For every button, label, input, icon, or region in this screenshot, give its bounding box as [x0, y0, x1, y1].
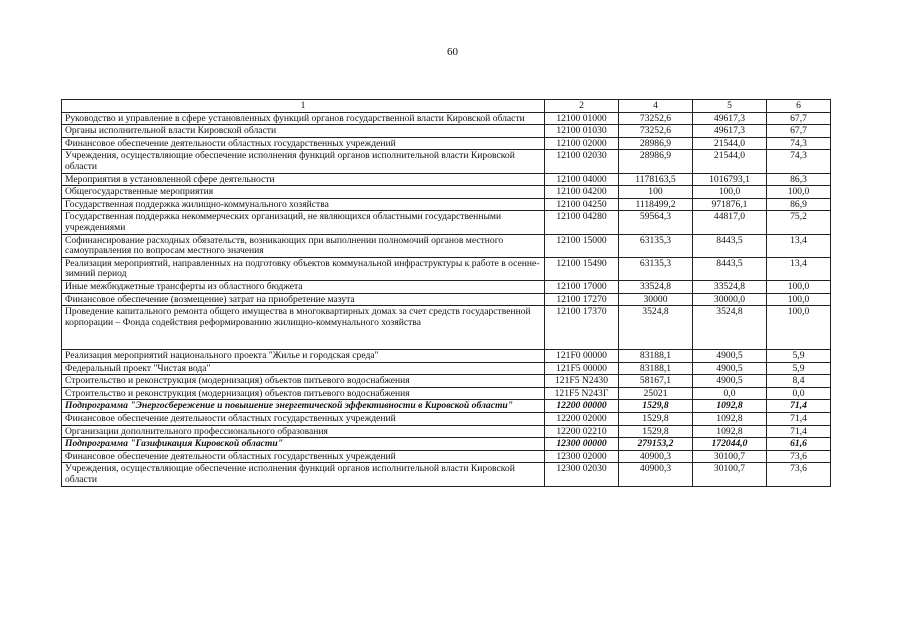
- cell-fact: 44817,0: [693, 211, 767, 234]
- cell-percent: 100,0: [767, 186, 831, 199]
- table-row: [62, 211, 831, 234]
- cell-percent: 71,4: [767, 413, 831, 426]
- cell-plan: 1529,8: [619, 425, 693, 438]
- cell-name: Подпрограмма "Энергосбережение и повышение энергетической эффективности в Кировской области": [62, 400, 545, 413]
- header-cell-code: 2: [545, 100, 619, 113]
- cell-code: 12300 00000: [545, 438, 619, 451]
- cell-name: Иные межбюджетные трансферты из областного бюджета: [62, 280, 545, 293]
- header-cell-name: 1: [62, 100, 545, 113]
- cell-code: 12100 04200: [545, 186, 619, 199]
- cell-code: 12100 01030: [545, 125, 619, 138]
- cell-fact: 1092,8: [693, 413, 767, 426]
- cell-code: 12300 02000: [545, 450, 619, 463]
- cell-fact: 4900,5: [693, 362, 767, 375]
- cell-code: 121F0 00000: [545, 350, 619, 363]
- cell-code: 12100 02030: [545, 150, 619, 173]
- cell-percent: 5,9: [767, 362, 831, 375]
- cell-plan: 59564,3: [619, 211, 693, 234]
- cell-plan: 279153,2: [619, 438, 693, 451]
- cell-code: 12100 15000: [545, 234, 619, 257]
- cell-percent: 74,3: [767, 137, 831, 150]
- cell-code: 12200 00000: [545, 400, 619, 413]
- table-row: [62, 375, 831, 388]
- cell-fact: 0,0: [693, 387, 767, 400]
- table-header-row: [62, 100, 831, 113]
- cell-name: Учреждения, осуществляющие обеспечение исполнения функций органов исполнительной власти Кировской области: [62, 150, 545, 173]
- cell-fact: 33524,8: [693, 280, 767, 293]
- table-row: [62, 150, 831, 173]
- table-row: [62, 234, 831, 257]
- cell-name: Строительство и реконструкция (модернизация) объектов питьевого водоснабжения: [62, 375, 545, 388]
- cell-code: 12100 17270: [545, 293, 619, 306]
- cell-percent: 67,7: [767, 125, 831, 138]
- table-row: [62, 463, 831, 486]
- cell-percent: 5,9: [767, 350, 831, 363]
- cell-percent: 100,0: [767, 280, 831, 293]
- cell-name: Финансовое обеспечение деятельности областных государственных учреждений: [62, 137, 545, 150]
- cell-percent: 73,6: [767, 463, 831, 486]
- cell-percent: 0,0: [767, 387, 831, 400]
- cell-plan: 63135,3: [619, 234, 693, 257]
- cell-fact: 8443,5: [693, 257, 767, 280]
- cell-name: Реализация мероприятий, направленных на подготовку объектов коммунальной инфраструктуры к работе в осенне-зимний период: [62, 257, 545, 280]
- cell-plan: 28986,9: [619, 137, 693, 150]
- table-row: [62, 186, 831, 199]
- cell-percent: 13,4: [767, 234, 831, 257]
- table-row: [62, 425, 831, 438]
- table-row: [62, 413, 831, 426]
- cell-percent: 100,0: [767, 306, 831, 350]
- cell-plan: 40900,3: [619, 463, 693, 486]
- cell-fact: 1016793,1: [693, 173, 767, 186]
- table-row: [62, 137, 831, 150]
- cell-plan: 1118499,2: [619, 198, 693, 211]
- cell-plan: 33524,8: [619, 280, 693, 293]
- cell-plan: 73252,6: [619, 112, 693, 125]
- cell-fact: 30100,7: [693, 463, 767, 486]
- table-row: [62, 387, 831, 400]
- cell-fact: 30100,7: [693, 450, 767, 463]
- cell-code: 12100 15490: [545, 257, 619, 280]
- table-row: [62, 450, 831, 463]
- cell-fact: 30000,0: [693, 293, 767, 306]
- cell-code: 12100 17000: [545, 280, 619, 293]
- table-row: [62, 306, 831, 350]
- cell-percent: 75,2: [767, 211, 831, 234]
- cell-fact: 1092,8: [693, 400, 767, 413]
- cell-name: Финансовое обеспечение (возмещение) затрат на приобретение мазута: [62, 293, 545, 306]
- cell-plan: 25021: [619, 387, 693, 400]
- cell-name: Строительство и реконструкция (модернизация) объектов питьевого водоснабжения: [62, 387, 545, 400]
- cell-code: 121F5 N2430: [545, 375, 619, 388]
- cell-fact: 8443,5: [693, 234, 767, 257]
- cell-name: Органы исполнительной власти Кировской области: [62, 125, 545, 138]
- table-row: [62, 350, 831, 363]
- cell-code: 12300 02030: [545, 463, 619, 486]
- cell-percent: 71,4: [767, 400, 831, 413]
- cell-percent: 8,4: [767, 375, 831, 388]
- cell-fact: 971876,1: [693, 198, 767, 211]
- cell-plan: 1178163,5: [619, 173, 693, 186]
- cell-fact: 172044,0: [693, 438, 767, 451]
- header-cell-percent: 6: [767, 100, 831, 113]
- cell-name: Подпрограмма "Газификация Кировской области": [62, 438, 545, 451]
- table-row: [62, 438, 831, 451]
- cell-fact: 4900,5: [693, 375, 767, 388]
- cell-percent: 61,6: [767, 438, 831, 451]
- cell-name: Общегосударственные мероприятия: [62, 186, 545, 199]
- cell-name: Государственная поддержка некоммерческих организаций, не являющихся областными государственными учреждениями: [62, 211, 545, 234]
- cell-percent: 100,0: [767, 293, 831, 306]
- table-row: [62, 125, 831, 138]
- cell-code: 12100 04250: [545, 198, 619, 211]
- header-cell-plan: 4: [619, 100, 693, 113]
- cell-name: Реализация мероприятий национального проекта "Жилье и городская среда": [62, 350, 545, 363]
- cell-fact: 49617,3: [693, 125, 767, 138]
- cell-name: Руководство и управление в сфере установленных функций органов государственной власти Кировской области: [62, 112, 545, 125]
- cell-plan: 83188,1: [619, 350, 693, 363]
- cell-code: 12100 17370: [545, 306, 619, 350]
- budget-table: [61, 99, 831, 487]
- cell-name: Федеральный проект "Чистая вода": [62, 362, 545, 375]
- page-number: 60: [447, 46, 458, 58]
- table-row: [62, 173, 831, 186]
- cell-plan: 83188,1: [619, 362, 693, 375]
- table-row: [62, 400, 831, 413]
- cell-plan: 40900,3: [619, 450, 693, 463]
- cell-percent: 86,3: [767, 173, 831, 186]
- cell-plan: 1529,8: [619, 400, 693, 413]
- cell-name: Мероприятия в установленной сфере деятельности: [62, 173, 545, 186]
- cell-fact: 21544,0: [693, 150, 767, 173]
- header-cell-fact: 5: [693, 100, 767, 113]
- cell-percent: 13,4: [767, 257, 831, 280]
- cell-fact: 4900,5: [693, 350, 767, 363]
- cell-code: 121F5 N243Г: [545, 387, 619, 400]
- cell-percent: 71,4: [767, 425, 831, 438]
- cell-percent: 86,9: [767, 198, 831, 211]
- cell-fact: 1092,8: [693, 425, 767, 438]
- table-row: [62, 257, 831, 280]
- cell-fact: 100,0: [693, 186, 767, 199]
- cell-plan: 63135,3: [619, 257, 693, 280]
- cell-name: Софинансирование расходных обязательств, возникающих при выполнении полномочий органов местного самоуправления по вопросам местного значения: [62, 234, 545, 257]
- cell-percent: 67,7: [767, 112, 831, 125]
- table-row: [62, 280, 831, 293]
- cell-fact: 3524,8: [693, 306, 767, 350]
- cell-name: Финансовое обеспечение деятельности областных государственных учреждений: [62, 450, 545, 463]
- cell-plan: 100: [619, 186, 693, 199]
- cell-code: 12200 02210: [545, 425, 619, 438]
- cell-plan: 28986,9: [619, 150, 693, 173]
- cell-code: 12100 02000: [545, 137, 619, 150]
- cell-fact: 49617,3: [693, 112, 767, 125]
- cell-plan: 3524,8: [619, 306, 693, 350]
- cell-code: 12100 04280: [545, 211, 619, 234]
- table-row: [62, 293, 831, 306]
- cell-plan: 73252,6: [619, 125, 693, 138]
- cell-plan: 58167,1: [619, 375, 693, 388]
- table-row: [62, 112, 831, 125]
- table-row: [62, 198, 831, 211]
- cell-percent: 73,6: [767, 450, 831, 463]
- table-row: [62, 362, 831, 375]
- cell-name: Организации дополнительного профессионального образования: [62, 425, 545, 438]
- cell-plan: 30000: [619, 293, 693, 306]
- cell-name: Учреждения, осуществляющие обеспечение исполнения функций органов исполнительной власти Кировской области: [62, 463, 545, 486]
- cell-name: Государственная поддержка жилищно-коммунального хозяйства: [62, 198, 545, 211]
- cell-code: 12200 02000: [545, 413, 619, 426]
- cell-name: Финансовое обеспечение деятельности областных государственных учреждений: [62, 413, 545, 426]
- cell-fact: 21544,0: [693, 137, 767, 150]
- cell-plan: 1529,8: [619, 413, 693, 426]
- cell-code: 12100 01000: [545, 112, 619, 125]
- cell-code: 121F5 00000: [545, 362, 619, 375]
- cell-name: Проведение капитального ремонта общего имущества в многоквартирных домах за счет средств государственной корпорации – Фонда содействия реформированию жилищно-коммунального хозяйства: [62, 306, 545, 350]
- cell-code: 12100 04000: [545, 173, 619, 186]
- cell-percent: 74,3: [767, 150, 831, 173]
